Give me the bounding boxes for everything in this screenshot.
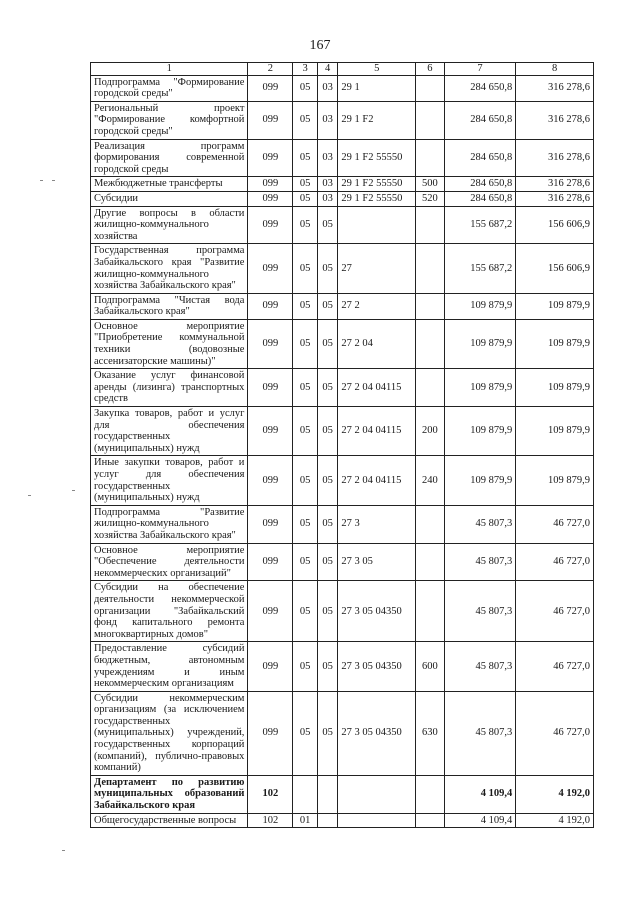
target-article-code: 27 2 04 04115 <box>338 456 416 505</box>
column-header: 4 <box>317 63 337 76</box>
section-code: 05 <box>293 319 318 368</box>
budget-item-name: Подпрограмма "Формирование городской среды" <box>91 75 248 101</box>
budget-item-name: Иные закупки товаров, работ и услуг для обеспечения государственных (муниципальных) нужд <box>91 456 248 505</box>
subsection-code: 05 <box>317 581 337 642</box>
budget-item-name: Департамент по развитию муниципальных образований Забайкальского края <box>91 775 248 813</box>
amount-col-7: 155 687,2 <box>444 244 516 293</box>
ministry-code: 099 <box>248 177 293 192</box>
amount-col-7: 284 650,8 <box>444 191 516 206</box>
budget-item-name: Субсидии <box>91 191 248 206</box>
section-code: 05 <box>293 407 318 456</box>
budget-item-name: Подпрограмма "Чистая вода Забайкальского края" <box>91 293 248 319</box>
amount-col-7: 109 879,9 <box>444 293 516 319</box>
amount-col-7: 284 650,8 <box>444 75 516 101</box>
target-article-code: 27 3 05 04350 <box>338 691 416 775</box>
target-article-code: 27 <box>338 244 416 293</box>
subsection-code: 05 <box>317 244 337 293</box>
budget-item-name: Закупка товаров, работ и услуг для обеспечения государственных (муниципальных) нужд <box>91 407 248 456</box>
amount-col-8: 46 727,0 <box>516 543 594 581</box>
amount-col-7: 45 807,3 <box>444 691 516 775</box>
expense-type-code: 520 <box>416 191 445 206</box>
subsection-code: 05 <box>317 543 337 581</box>
table-row <box>91 581 594 642</box>
budget-item-name: Основное мероприятие "Обеспечение деятельности некоммерческих организаций" <box>91 543 248 581</box>
table-row <box>91 505 594 543</box>
amount-col-7: 284 650,8 <box>444 177 516 192</box>
subsection-code: 05 <box>317 407 337 456</box>
section-code: 05 <box>293 581 318 642</box>
expense-type-code <box>416 293 445 319</box>
amount-col-7: 155 687,2 <box>444 206 516 244</box>
section-code: 05 <box>293 206 318 244</box>
column-header: 7 <box>444 63 516 76</box>
ministry-code: 099 <box>248 456 293 505</box>
ministry-code: 099 <box>248 691 293 775</box>
amount-col-8: 316 278,6 <box>516 191 594 206</box>
section-code <box>293 775 318 813</box>
subsection-code: 05 <box>317 642 337 691</box>
table-row <box>91 139 594 177</box>
subsection-code <box>317 775 337 813</box>
expense-type-code <box>416 775 445 813</box>
table-row <box>91 369 594 407</box>
ministry-code: 099 <box>248 505 293 543</box>
table-row <box>91 543 594 581</box>
column-header: 1 <box>91 63 248 76</box>
amount-col-8: 316 278,6 <box>516 101 594 139</box>
section-code: 05 <box>293 191 318 206</box>
section-code: 05 <box>293 691 318 775</box>
expense-type-code <box>416 244 445 293</box>
scan-speck <box>52 180 55 181</box>
column-header: 2 <box>248 63 293 76</box>
target-article-code: 29 1 F2 <box>338 101 416 139</box>
amount-col-7: 109 879,9 <box>444 369 516 407</box>
ministry-code: 099 <box>248 543 293 581</box>
subsection-code: 05 <box>317 691 337 775</box>
expense-type-code: 630 <box>416 691 445 775</box>
expense-type-code <box>416 369 445 407</box>
table-row <box>91 191 594 206</box>
expense-type-code <box>416 319 445 368</box>
section-code: 05 <box>293 505 318 543</box>
ministry-code: 099 <box>248 581 293 642</box>
expense-type-code <box>416 581 445 642</box>
amount-col-8: 109 879,9 <box>516 319 594 368</box>
expense-type-code <box>416 101 445 139</box>
expense-type-code <box>416 206 445 244</box>
table-body <box>91 75 594 828</box>
amount-col-8: 4 192,0 <box>516 813 594 828</box>
column-header: 5 <box>338 63 416 76</box>
amount-col-8: 46 727,0 <box>516 505 594 543</box>
amount-col-8: 316 278,6 <box>516 177 594 192</box>
amount-col-7: 4 109,4 <box>444 775 516 813</box>
expense-type-code: 600 <box>416 642 445 691</box>
ministry-code: 099 <box>248 139 293 177</box>
section-code: 05 <box>293 244 318 293</box>
amount-col-7: 109 879,9 <box>444 319 516 368</box>
budget-table <box>90 62 594 828</box>
amount-col-8: 46 727,0 <box>516 691 594 775</box>
subsection-code: 05 <box>317 505 337 543</box>
section-code: 01 <box>293 813 318 828</box>
amount-col-8: 156 606,9 <box>516 206 594 244</box>
subsection-code: 05 <box>317 293 337 319</box>
target-article-code: 27 2 04 04115 <box>338 369 416 407</box>
table-row <box>91 206 594 244</box>
subsection-code: 03 <box>317 191 337 206</box>
ministry-code: 099 <box>248 319 293 368</box>
expense-type-code: 500 <box>416 177 445 192</box>
table-row <box>91 775 594 813</box>
budget-item-name: Реализация программ формирования современной городской среды <box>91 139 248 177</box>
section-code: 05 <box>293 456 318 505</box>
target-article-code: 27 2 04 <box>338 319 416 368</box>
section-code: 05 <box>293 101 318 139</box>
table-row <box>91 319 594 368</box>
amount-col-7: 284 650,8 <box>444 139 516 177</box>
expense-type-code <box>416 139 445 177</box>
amount-col-7: 109 879,9 <box>444 407 516 456</box>
column-number-row <box>91 63 594 76</box>
subsection-code: 03 <box>317 177 337 192</box>
budget-item-name: Субсидии некоммерческим организациям (за исключением государственных (муниципальных) учреждений, государственных корпораций (компаний), публично-правовых компаний) <box>91 691 248 775</box>
budget-item-name: Основное мероприятие "Приобретение коммунальной техники (водовозные ассенизаторские машины)" <box>91 319 248 368</box>
target-article-code: 29 1 F2 55550 <box>338 191 416 206</box>
table-row <box>91 813 594 828</box>
ministry-code: 099 <box>248 293 293 319</box>
target-article-code: 27 3 05 04350 <box>338 642 416 691</box>
subsection-code: 05 <box>317 456 337 505</box>
budget-item-name: Государственная программа Забайкальского края "Развитие жилищно-коммунального хозяйства Забайкальского края" <box>91 244 248 293</box>
amount-col-7: 45 807,3 <box>444 642 516 691</box>
amount-col-8: 109 879,9 <box>516 293 594 319</box>
table-header <box>91 63 594 76</box>
budget-item-name: Другие вопросы в области жилищно-коммунального хозяйства <box>91 206 248 244</box>
table-row <box>91 642 594 691</box>
column-header: 8 <box>516 63 594 76</box>
amount-col-7: 45 807,3 <box>444 505 516 543</box>
column-header: 3 <box>293 63 318 76</box>
ministry-code: 099 <box>248 101 293 139</box>
subsection-code: 03 <box>317 139 337 177</box>
target-article-code: 29 1 F2 55550 <box>338 177 416 192</box>
amount-col-8: 156 606,9 <box>516 244 594 293</box>
ministry-code: 099 <box>248 244 293 293</box>
ministry-code: 099 <box>248 369 293 407</box>
section-code: 05 <box>293 369 318 407</box>
budget-item-name: Общегосударственные вопросы <box>91 813 248 828</box>
page-number: 167 <box>309 38 331 53</box>
expense-type-code: 240 <box>416 456 445 505</box>
target-article-code: 29 1 <box>338 75 416 101</box>
expense-type-code <box>416 75 445 101</box>
amount-col-7: 4 109,4 <box>444 813 516 828</box>
target-article-code <box>338 206 416 244</box>
amount-col-7: 45 807,3 <box>444 543 516 581</box>
scan-speck <box>28 495 31 496</box>
expense-type-code <box>416 543 445 581</box>
table-row <box>91 691 594 775</box>
target-article-code: 27 3 05 <box>338 543 416 581</box>
subsection-code: 05 <box>317 206 337 244</box>
ministry-code: 102 <box>248 813 293 828</box>
expense-type-code <box>416 505 445 543</box>
target-article-code: 27 2 04 04115 <box>338 407 416 456</box>
table-row <box>91 456 594 505</box>
ministry-code: 099 <box>248 407 293 456</box>
section-code: 05 <box>293 75 318 101</box>
table-row <box>91 101 594 139</box>
ministry-code: 099 <box>248 642 293 691</box>
target-article-code: 27 3 05 04350 <box>338 581 416 642</box>
budget-item-name: Субсидии на обеспечение деятельности некоммерческой организации "Забайкальский фонд капитального ремонта многоквартирных домов" <box>91 581 248 642</box>
target-article-code: 29 1 F2 55550 <box>338 139 416 177</box>
amount-col-8: 46 727,0 <box>516 581 594 642</box>
table-row <box>91 244 594 293</box>
budget-item-name: Межбюджетные трансферты <box>91 177 248 192</box>
target-article-code <box>338 775 416 813</box>
amount-col-7: 45 807,3 <box>444 581 516 642</box>
table-row <box>91 407 594 456</box>
budget-item-name: Предоставление субсидий бюджетным, автономным учреждениям и иным некоммерческим организациям <box>91 642 248 691</box>
scan-speck <box>40 180 43 181</box>
budget-item-name: Региональный проект "Формирование комфортной городской среды" <box>91 101 248 139</box>
amount-col-8: 109 879,9 <box>516 456 594 505</box>
budget-item-name: Оказание услуг финансовой аренды (лизинга) транспортных средств <box>91 369 248 407</box>
ministry-code: 099 <box>248 206 293 244</box>
ministry-code: 102 <box>248 775 293 813</box>
section-code: 05 <box>293 642 318 691</box>
section-code: 05 <box>293 293 318 319</box>
ministry-code: 099 <box>248 191 293 206</box>
amount-col-7: 284 650,8 <box>444 101 516 139</box>
ministry-code: 099 <box>248 75 293 101</box>
expense-type-code: 200 <box>416 407 445 456</box>
amount-col-8: 109 879,9 <box>516 369 594 407</box>
target-article-code <box>338 813 416 828</box>
section-code: 05 <box>293 139 318 177</box>
table-row <box>91 293 594 319</box>
target-article-code: 27 3 <box>338 505 416 543</box>
column-header: 6 <box>416 63 445 76</box>
section-code: 05 <box>293 543 318 581</box>
section-code: 05 <box>293 177 318 192</box>
scan-speck <box>72 490 75 491</box>
subsection-code <box>317 813 337 828</box>
amount-col-8: 109 879,9 <box>516 407 594 456</box>
target-article-code: 27 2 <box>338 293 416 319</box>
amount-col-7: 109 879,9 <box>444 456 516 505</box>
budget-item-name: Подпрограмма "Развитие жилищно-коммунального хозяйства Забайкальского края" <box>91 505 248 543</box>
subsection-code: 05 <box>317 319 337 368</box>
table-row <box>91 177 594 192</box>
table-row <box>91 75 594 101</box>
expense-type-code <box>416 813 445 828</box>
amount-col-8: 4 192,0 <box>516 775 594 813</box>
subsection-code: 03 <box>317 101 337 139</box>
subsection-code: 03 <box>317 75 337 101</box>
subsection-code: 05 <box>317 369 337 407</box>
scan-speck <box>62 850 65 851</box>
amount-col-8: 316 278,6 <box>516 139 594 177</box>
amount-col-8: 316 278,6 <box>516 75 594 101</box>
amount-col-8: 46 727,0 <box>516 642 594 691</box>
